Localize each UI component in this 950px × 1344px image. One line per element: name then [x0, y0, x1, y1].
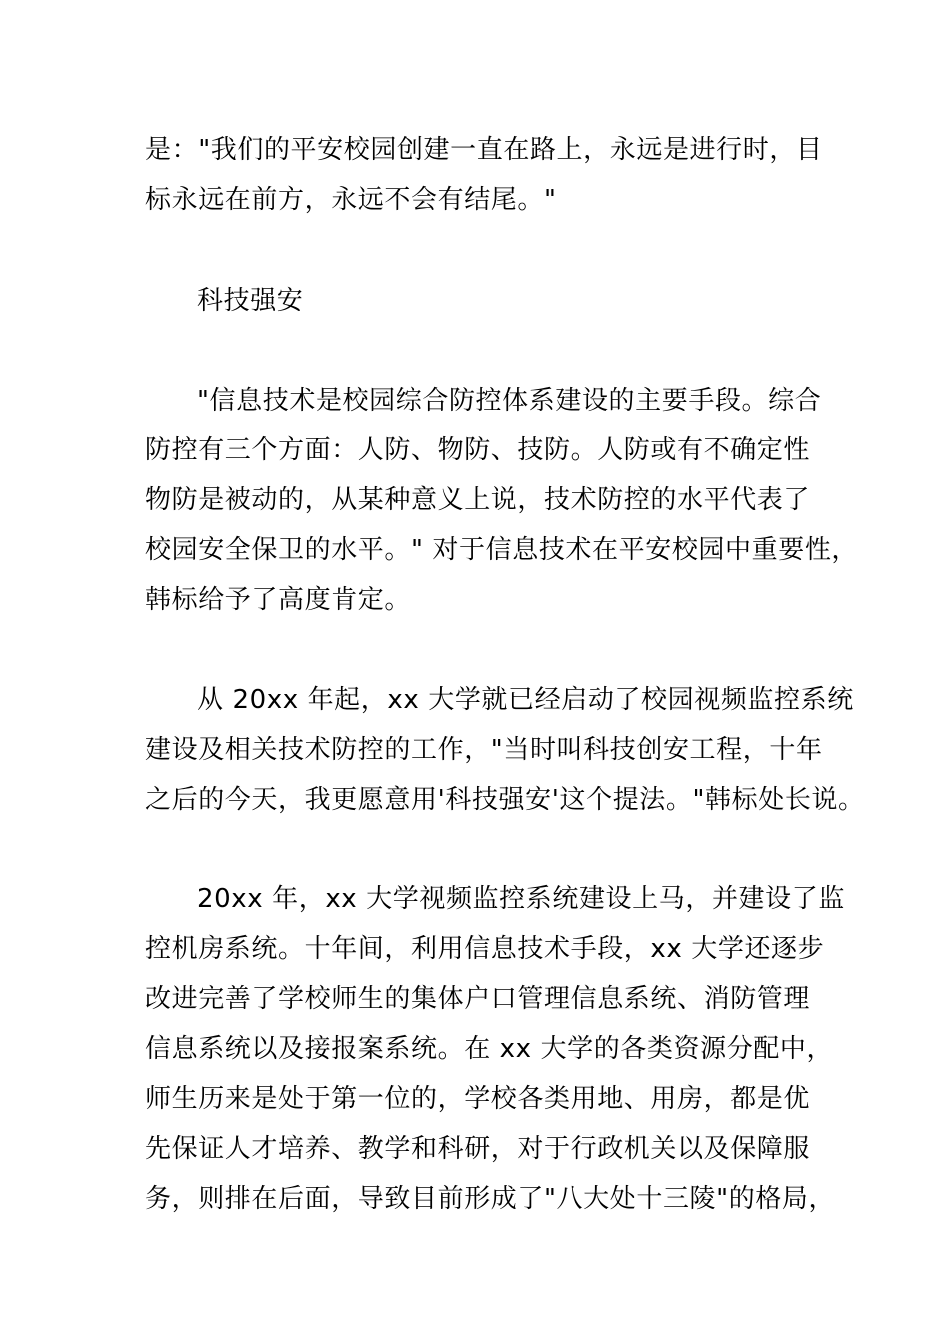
section-heading: 科技强安	[197, 286, 304, 316]
paragraph-5-line-3: 改进完善了学校师生的集体户口管理信息系统、消防管理	[145, 984, 811, 1014]
paragraph-4-line-2: 建设及相关技术防控的工作，"当时叫科技创安工程，十年	[145, 735, 823, 765]
paragraph-3-line-1: "信息技术是校园综合防控体系建设的主要手段。综合	[197, 386, 822, 416]
paragraph-1-line-1: 是："我们的平安校园创建一直在路上，永远是进行时，目	[145, 135, 823, 165]
paragraph-3-line-5: 韩标给予了高度肯定。	[145, 585, 412, 615]
paragraph-5-line-5: 师生历来是处于第一位的，学校各类用地、用房，都是优	[145, 1084, 811, 1114]
paragraph-3-line-2: 防控有三个方面：人防、物防、技防。人防或有不确定性	[145, 435, 811, 465]
paragraph-5-line-7: 务，则排在后面，导致目前形成了"八大处十三陵"的格局，	[145, 1184, 836, 1214]
paragraph-4-line-3: 之后的今天，我更愿意用'科技强安'这个提法。"韩标处长说。	[145, 785, 865, 815]
paragraph-3-line-3: 物防是被动的，从某种意义上说，技术防控的水平代表了	[145, 485, 811, 515]
paragraph-5-line-4: 信息系统以及接报案系统。在 xx 大学的各类资源分配中，	[145, 1034, 834, 1064]
paragraph-3-line-4: 校园安全保卫的水平。" 对于信息技术在平安校园中重要性，	[145, 535, 859, 565]
paragraph-5-line-6: 先保证人才培养、教学和科研，对于行政机关以及保障服	[145, 1134, 811, 1164]
paragraph-1-line-2: 标永远在前方，永远不会有结尾。"	[145, 185, 557, 215]
paragraph-5-line-1: 20xx 年，xx 大学视频监控系统建设上马，并建设了监	[197, 884, 845, 914]
paragraph-4-line-1: 从 20xx 年起，xx 大学就已经启动了校园视频监控系统	[197, 685, 854, 715]
paragraph-5-line-2: 控机房系统。十年间，利用信息技术手段，xx 大学还逐步	[145, 934, 825, 964]
